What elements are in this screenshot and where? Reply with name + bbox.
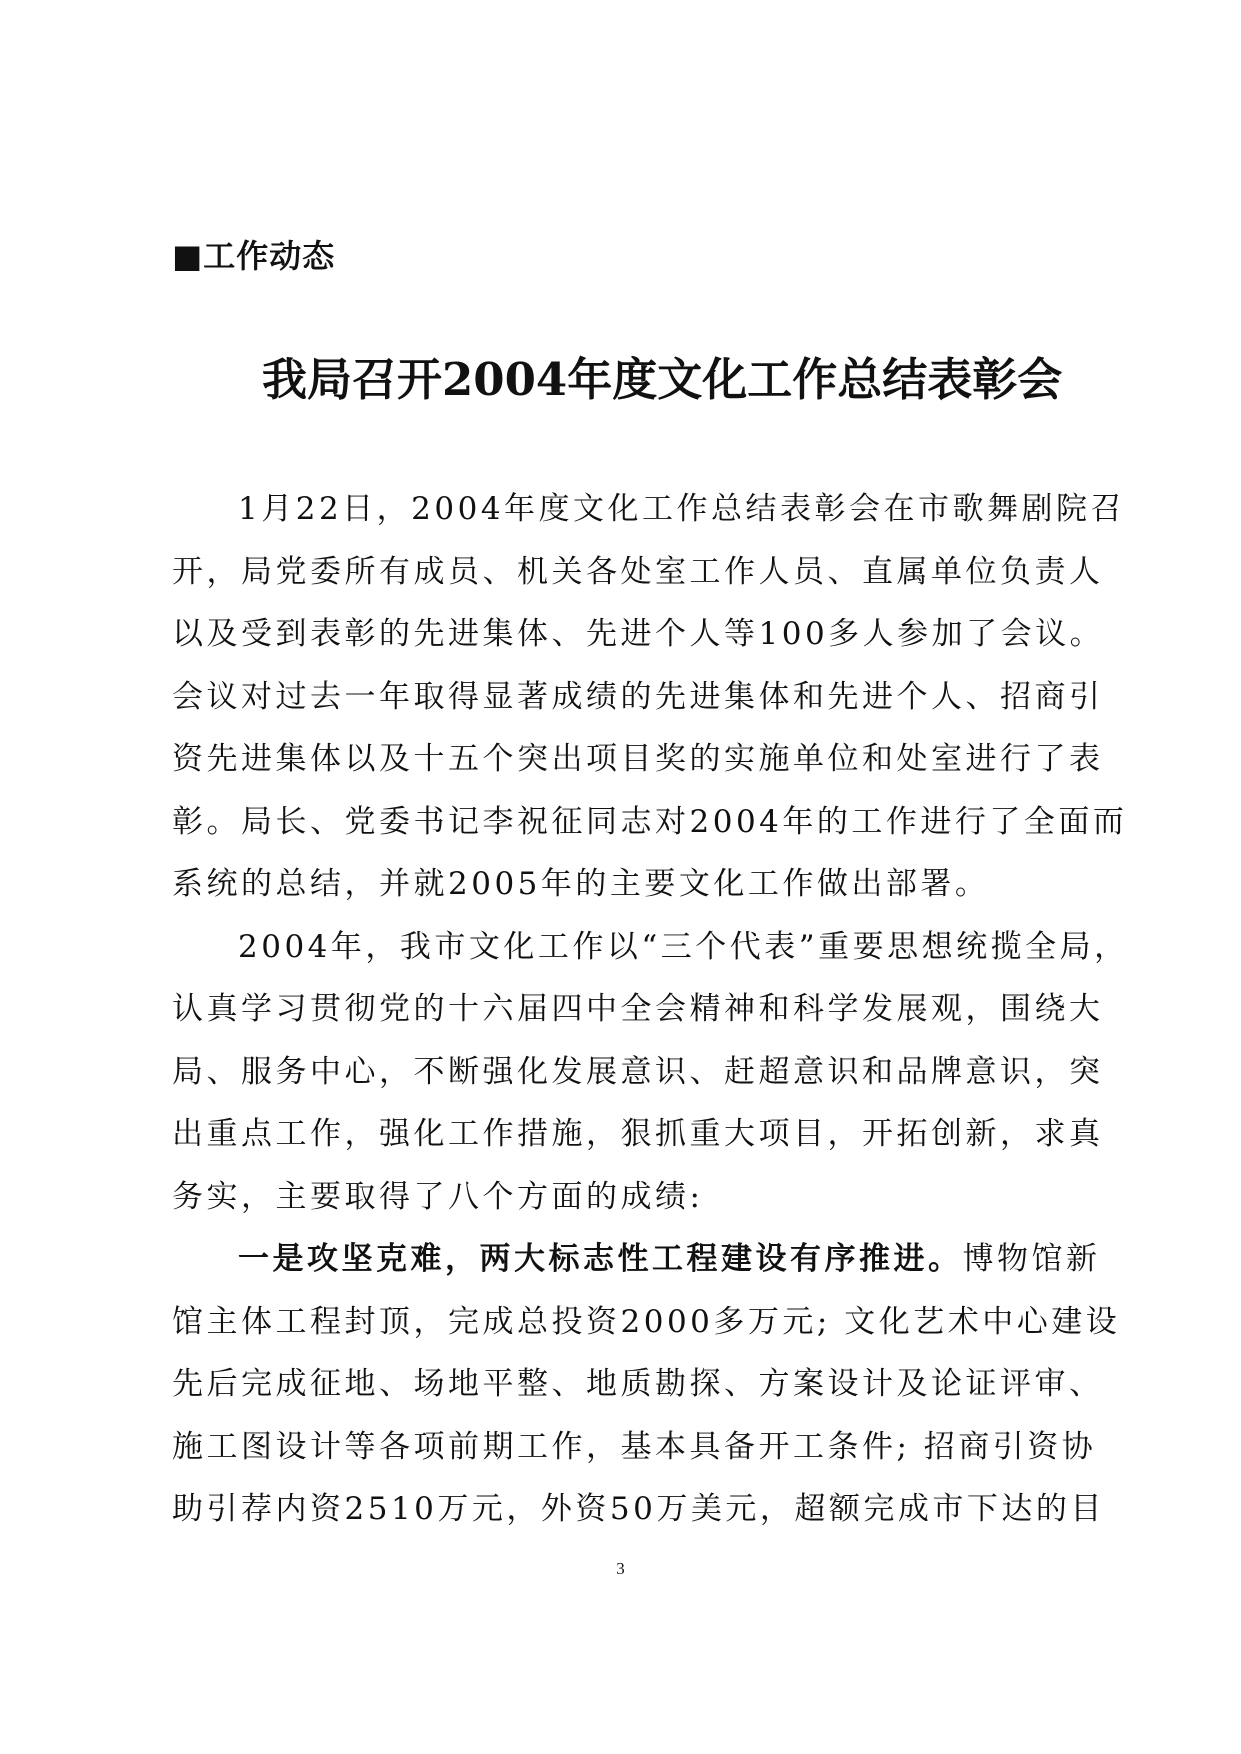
section-tag: ■工作动态 bbox=[172, 237, 336, 275]
lead-line-rest: 博物馆新 bbox=[962, 1241, 1101, 1277]
text-line: 资先进集体以及十五个突出项目奖的实施单位和处室进行了表 bbox=[172, 741, 1104, 777]
article-body bbox=[172, 478, 1129, 1541]
paragraph-2 bbox=[172, 916, 1129, 1229]
paragraph-3 bbox=[172, 1228, 1121, 1541]
text-line: 1月22日，2004年度文化工作总结表彰会在市歌舞剧院召 bbox=[238, 491, 1126, 527]
text-line: 施工图设计等各项前期工作，基本具备开工条件; 招商引资协 bbox=[172, 1428, 1097, 1465]
text-line: 助引荐内资2510万元，外资50万美元，超额完成市下达的目 bbox=[172, 1491, 1105, 1527]
text-line: 务实，主要取得了八个方面的成绩: bbox=[172, 1178, 704, 1215]
text-line: 认真学习贯彻党的十六届四中全会精神和科学发展观，围绕大 bbox=[172, 991, 1104, 1027]
text-line: 馆主体工程封顶，完成总投资2000多万元; 文化艺术中心建设 bbox=[172, 1303, 1121, 1340]
text-line: 彰。局长、党委书记李祝征同志对2004年的工作进行了全面而 bbox=[172, 803, 1128, 840]
text-line: 开，局党委所有成员、机关各处室工作人员、直属单位负责人 bbox=[172, 553, 1104, 590]
text-line: 系统的总结，并就2005年的主要文化工作做出部署。 bbox=[172, 866, 990, 902]
text-line: 以及受到表彰的先进集体、先进个人等100多人参加了会议。 bbox=[172, 616, 1105, 652]
text-line: 2004年，我市文化工作以“三个代表”重要思想统揽全局， bbox=[238, 928, 1129, 965]
text-line: 出重点工作，强化工作措施，狠抓重大项目，开拓创新，求真 bbox=[172, 1116, 1104, 1152]
article-title: 我局召开2004年度文化工作总结表彰会 bbox=[262, 353, 1063, 406]
paragraph-1 bbox=[172, 478, 1128, 916]
bold-lead-sentence: 一是攻坚克难，两大标志性工程建设有序推进。 bbox=[238, 1241, 963, 1277]
text-line bbox=[172, 1228, 1101, 1291]
text-line: 局、服务中心，不断强化发展意识、赶超意识和品牌意识，突 bbox=[172, 1053, 1104, 1090]
text-line: 会议对过去一年取得显著成绩的先进集体和先进个人、招商引 bbox=[172, 678, 1104, 715]
page-number: 3 bbox=[616, 1559, 625, 1578]
text-line: 先后完成征地、场地平整、地质勘探、方案设计及论证评审、 bbox=[172, 1366, 1104, 1402]
